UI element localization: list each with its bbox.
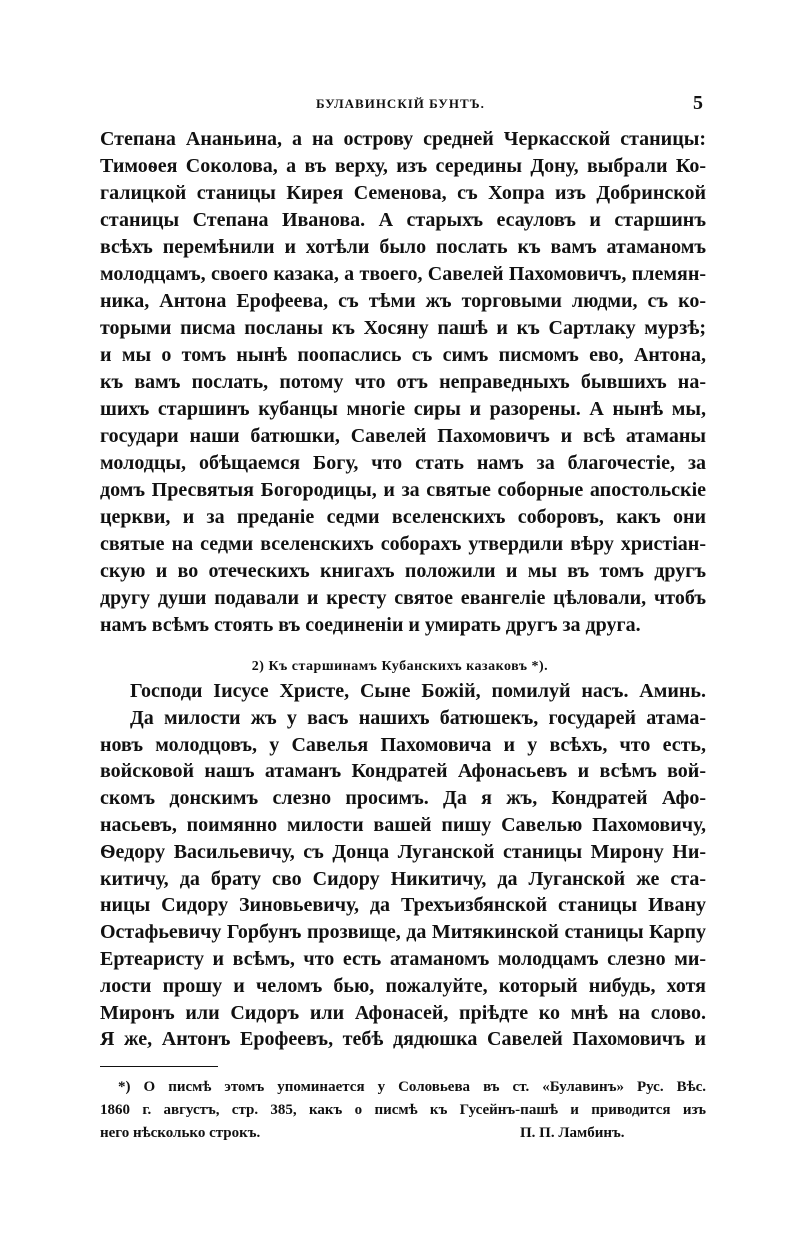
text-line: шихъ старшинъ кубанцы многіе сиры и разорены. А нынѣ мы,	[100, 398, 706, 420]
text-line: ницы Сидору Зиновьевичу, да Трехъизбянской станицы Ивану	[100, 894, 706, 917]
text-line: святые на седми вселенскихъ соборахъ утвердили вѣру христіан-	[100, 533, 706, 555]
paragraph-letter-1	[100, 126, 706, 639]
text-line: Миронъ или Сидоръ или Афонасей, пріѣдте ко мнѣ на слово.	[100, 1001, 706, 1024]
footnote-divider	[100, 1066, 218, 1067]
text-line: Ертеаристу и всѣмъ, что есть атаманомъ молодцамъ слезно ми-	[100, 947, 706, 970]
text-line: другу души подавали и кресту святое евангеліе цѣловали, чтобъ	[100, 587, 706, 609]
text-line: насьевъ, поимянно милости вашей пишу Савелью Пахомовичу,	[100, 813, 706, 836]
text-line: намъ всѣмъ стоять въ соединеніи и умирать другъ за друга.	[100, 614, 641, 636]
text-line: государи наши батюшки, Савелей Пахомовичъ и всѣ атаманы	[100, 425, 706, 447]
section-heading: 2) Къ старшинамъ Кубанскихъ казаковъ *).	[251, 659, 549, 674]
text-line: торыми писма посланы къ Хосяну пашѣ и къ Сартлаку мурзѣ;	[100, 317, 706, 339]
text-line: галицкой станицы Кирея Семенова, съ Хопра изъ Добринской	[100, 182, 706, 204]
page-header	[0, 94, 800, 116]
text-line: китичу, да брату сво Сидору Никитичу, да Луганской же ста-	[100, 867, 706, 890]
footnote-signature: П. П. Ламбинъ.	[520, 1125, 625, 1141]
text-line: новъ молодцовъ, у Савелья Пахомовича и у всѣхъ, что есть,	[100, 733, 706, 756]
text-line: ника, Антона Ерофеева, съ тѣми жъ торговыми людми, съ ко-	[100, 290, 706, 312]
text-line: скомъ донскимъ слезно просимъ. Да я жъ, Кондратей Афо-	[100, 787, 706, 810]
text-line: Тимоѳея Соколова, а въ верху, изъ середины Дону, выбрали Ко-	[100, 155, 706, 177]
text-line: Остафьевичу Горбунъ прозвище, да Митякинской станицы Карпу	[100, 921, 706, 944]
text-line: Господи Іисусе Христе, Сыне Божій, помилуй насъ. Аминь.	[130, 680, 706, 702]
footnote-line: 1860 г. августъ, стр. 385, какъ о писмѣ къ Гусейнъ-пашѣ и приводится изъ	[100, 1102, 706, 1118]
text-line: станицы Степана Иванова. А старыхъ есауловъ и старшинъ	[100, 209, 706, 231]
text-line: молодцамъ, своего казака, а твоего, Савелей Пахомовичъ, племян-	[100, 263, 706, 285]
text-line: Я же, Антонъ Ерофеевъ, тебѣ дядюшка Савелей Пахомовичъ и	[100, 1028, 706, 1051]
text-line: Степана Ананьина, а на острову средней Черкасской станицы:	[100, 128, 706, 150]
text-line: войсковой нашъ атаманъ Кондратей Афонасьевъ и всѣмъ вой-	[100, 760, 706, 783]
text-line: молодцы, обѣщаемся Богу, что стать намъ за благочестіе, за	[100, 452, 706, 474]
footnote-line: него нѣсколько строкъ.	[100, 1125, 261, 1141]
text-line: къ вамъ послать, потому что отъ неправедныхъ бывшихъ на-	[100, 371, 706, 393]
text-line: Да милости жъ у васъ нашихъ батюшекъ, государей атама-	[130, 706, 706, 729]
paragraph-letter-2	[100, 678, 706, 1053]
page-number: 5	[693, 92, 703, 114]
text-line: домъ Пресвятыя Богородицы, и за святые соборные апостольскіе	[100, 479, 706, 501]
text-line: скую и во отеческихъ книгахъ положили и мы въ томъ другъ	[100, 560, 706, 582]
running-title: БУЛАВИНСКІЙ БУНТЪ.	[316, 96, 485, 111]
text-line: церкви, и за преданіе седми вселенскихъ соборовъ, какъ они	[100, 506, 706, 528]
text-line: лости прошу и челомъ бью, пожалуйте, который нибудь, хотя	[100, 974, 706, 997]
text-line: Ѳедору Васильевичу, съ Донца Луганской станицы Мирону Ни-	[100, 840, 706, 863]
text-line: всѣхъ перемѣнили и хотѣли было послать къ вамъ атаманомъ	[100, 236, 706, 258]
footnote-line: *) О писмѣ этомъ упоминается у Соловьева въ ст. «Булавинъ» Рус. Вѣс.	[118, 1079, 706, 1095]
text-line: и мы о томъ нынѣ поопаслись съ симъ писмомъ ево, Антона,	[100, 344, 706, 366]
